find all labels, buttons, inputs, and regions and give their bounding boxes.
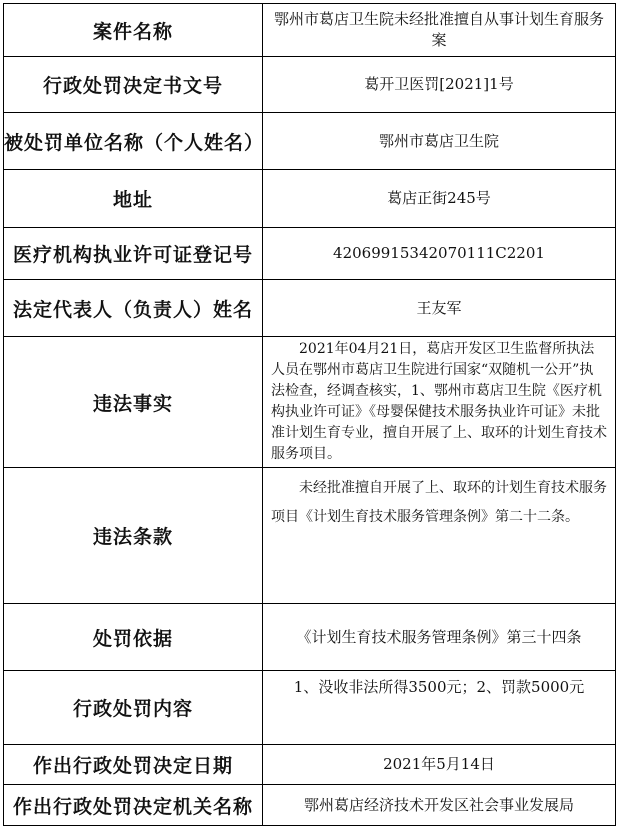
table-row	[4, 113, 616, 170]
violation-facts-label: 违法事实	[4, 337, 263, 468]
table-row	[4, 280, 616, 337]
case-name-label: 案件名称	[4, 4, 263, 57]
penalized-party-value: 鄂州市葛店卫生院	[263, 113, 616, 170]
table-row	[4, 228, 616, 280]
table-row	[4, 4, 616, 57]
table-row	[4, 604, 616, 671]
table-row	[4, 170, 616, 228]
penalty-basis-value: 《计划生育技术服务管理条例》第三十四条	[263, 604, 616, 671]
deciding-authority-label: 作出行政处罚决定机关名称	[4, 785, 263, 826]
address-label: 地址	[4, 170, 263, 228]
penalty-basis-label: 处罚依据	[4, 604, 263, 671]
table-row	[4, 57, 616, 113]
violated-clause-label: 违法条款	[4, 468, 263, 604]
decision-date-label: 作出行政处罚决定日期	[4, 745, 263, 785]
case-name-value: 鄂州市葛店卫生院未经批准擅自从事计划生育服务案	[263, 4, 616, 57]
penalized-party-label: 被处罚单位名称（个人姓名）	[4, 113, 263, 170]
license-number-value: 42069915342070111C2201	[263, 228, 616, 280]
table-row	[4, 671, 616, 745]
table-row	[4, 785, 616, 826]
legal-representative-value: 王友军	[263, 280, 616, 337]
table-row	[4, 337, 616, 468]
table-row	[4, 745, 616, 785]
decision-date-value: 2021年5月14日	[263, 745, 616, 785]
penalty-content-value: 1、没收非法所得3500元；2、罚款5000元	[263, 671, 616, 745]
violation-facts-value: 2021年04月21日，葛店开发区卫生监督所执法人员在鄂州市葛店卫生院进行国家“双随机一公开”执法检查，经调查核实，1、鄂州市葛店卫生院《医疗机构执业许可证》《母婴保健技术服务执业许可证》未批准计划生育专业，擅自开展了上、取环的计划生育技术服务项目。	[263, 337, 616, 468]
table-row	[4, 468, 616, 604]
penalty-content-label: 行政处罚内容	[4, 671, 263, 745]
license-number-label: 医疗机构执业许可证登记号	[4, 228, 263, 280]
decision-number-label: 行政处罚决定书文号	[4, 57, 263, 113]
violated-clause-value: 未经批准擅自开展了上、取环的计划生育技术服务项目《计划生育技术服务管理条例》第二十二条。	[263, 468, 616, 604]
legal-representative-label: 法定代表人（负责人）姓名	[4, 280, 263, 337]
deciding-authority-value: 鄂州葛店经济技术开发区社会事业发展局	[263, 785, 616, 826]
address-value: 葛店正街245号	[263, 170, 616, 228]
penalty-info-table	[3, 3, 616, 826]
decision-number-value: 葛开卫医罚[2021]1号	[263, 57, 616, 113]
